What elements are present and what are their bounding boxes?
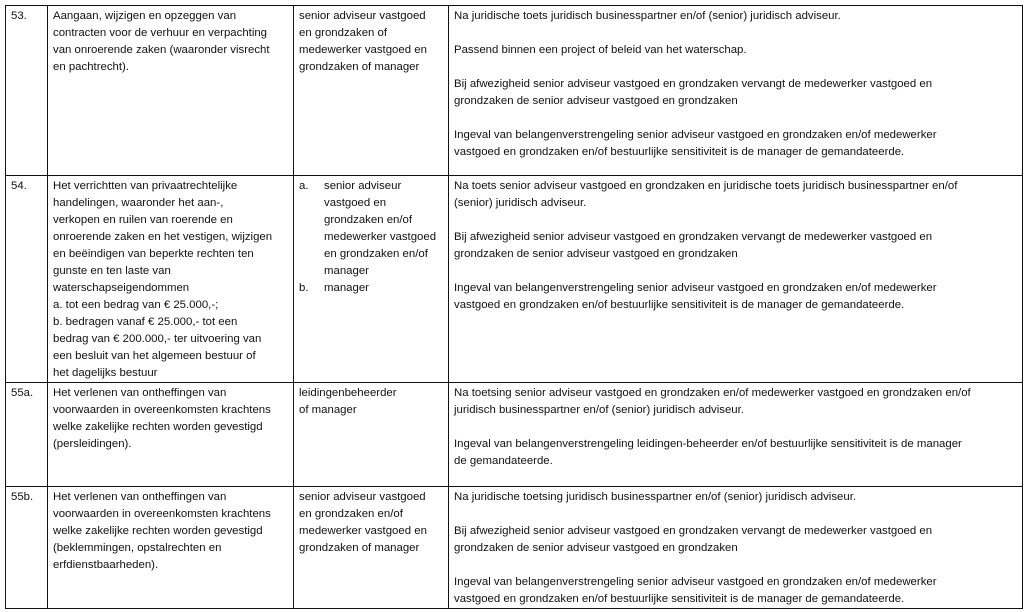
condition-line: Ingeval van belangenverstrengeling senior adviseur vastgoed en grondzaken en/of medewerker: [454, 282, 937, 294]
mandated-line: medewerker vastgoed en: [299, 525, 427, 537]
row-number: 55a.: [11, 387, 34, 399]
mandated-cell: [294, 6, 449, 176]
condition-paragraph: [454, 42, 1018, 59]
condition-line: Bij afwezigheid senior adviseur vastgoed en grondzaken vervangt de medewerker vastgoed en: [454, 525, 933, 537]
list-item-body: [324, 280, 369, 297]
description-line: waterschapseigendommen: [53, 282, 190, 294]
description-line: van onroerende zaken (waaronder visrecht: [53, 44, 270, 56]
condition-line: Ingeval van belangenverstrengeling senior adviseur vastgoed en grondzaken en/of medewerker: [454, 129, 937, 141]
description-line: Het verlenen van ontheffingen van: [53, 491, 227, 503]
mandated-line: leidingenbeheerder: [299, 387, 397, 399]
condition-line: de gemandateerde.: [454, 455, 553, 467]
condition-paragraph: [454, 178, 1018, 212]
mandated-cell: [294, 383, 449, 487]
mandated-line: senior adviseur vastgoed: [299, 491, 426, 503]
condition-paragraph: [454, 523, 1018, 557]
mandated-list-item: [299, 280, 444, 297]
table-row: [6, 383, 1023, 487]
mandated-line: manager: [324, 282, 369, 294]
mandated-line: grondzaken of manager: [299, 542, 420, 554]
condition-line: (senior) juridisch adviseur.: [454, 197, 587, 209]
condition-line: Na toetsing senior adviseur vastgoed en grondzaken en/of medewerker vastgoed en grondzaken en/of: [454, 387, 971, 399]
conditions-cell: [449, 383, 1023, 487]
table-row: [6, 487, 1023, 609]
description-line: b. bedragen vanaf € 25.000,- tot een: [53, 316, 238, 328]
mandated-line: of manager: [299, 404, 357, 416]
condition-line: grondzaken de senior adviseur vastgoed en grondzaken: [454, 95, 738, 107]
description-line: een besluit van het algemeen bestuur of: [53, 350, 256, 362]
condition-paragraph: [454, 76, 1018, 110]
mandated-cell: [294, 487, 449, 609]
row-number-cell: [6, 487, 48, 609]
condition-paragraph: [454, 127, 1018, 161]
description-line: en pachtrecht).: [53, 61, 129, 73]
row-number: 54.: [11, 180, 27, 192]
condition-paragraph: [454, 229, 1018, 263]
description-line: voorwaarden in overeenkomsten krachtens: [53, 404, 271, 416]
mandated-line: senior adviseur vastgoed: [299, 10, 426, 22]
row-number-cell: [6, 6, 48, 176]
description-line: welke zakelijke rechten worden gevestigd: [53, 421, 263, 433]
mandated-line: manager: [324, 265, 369, 277]
mandated-line: medewerker vastgoed: [324, 231, 437, 243]
condition-line: Bij afwezigheid senior adviseur vastgoed en grondzaken vervangt de medewerker vastgoed en: [454, 231, 933, 243]
mandated-line: grondzaken of manager: [299, 61, 420, 73]
row-number: 55b.: [11, 491, 34, 503]
row-number-cell: [6, 176, 48, 383]
description-line: Het verrichtten van privaatrechtelijke: [53, 180, 238, 192]
list-marker: b.: [299, 282, 309, 294]
condition-paragraph: [454, 436, 1018, 470]
description-line: Aangaan, wijzigen en opzeggen van: [53, 10, 237, 22]
description-line: erfdienstbaarheden).: [53, 559, 159, 571]
mandated-line: grondzaken en/of: [324, 214, 413, 226]
conditions-cell: [449, 487, 1023, 609]
condition-line: grondzaken de senior adviseur vastgoed en grondzaken: [454, 248, 738, 260]
condition-line: grondzaken de senior adviseur vastgoed en grondzaken: [454, 542, 738, 554]
description-line: (beklemmingen, opstalrechten en: [53, 542, 222, 554]
description-cell: [48, 487, 294, 609]
description-line: handelingen, waaronder het aan-,: [53, 197, 224, 209]
condition-line: Ingeval van belangenverstrengeling senior adviseur vastgoed en grondzaken en/of medewerker: [454, 576, 937, 588]
row-number: 53.: [11, 10, 27, 22]
condition-line: Passend binnen een project of beleid van het waterschap.: [454, 44, 747, 56]
mandated-line: en grondzaken en/of: [324, 248, 428, 260]
mandated-line: medewerker vastgoed en: [299, 44, 427, 56]
condition-paragraph: [454, 574, 1018, 608]
description-cell: [48, 6, 294, 176]
mandated-line: en grondzaken en/of: [299, 508, 403, 520]
mandated-list-item: [299, 178, 444, 280]
condition-line: Na juridische toetsing juridisch businesspartner en/of (senior) juridisch adviseur.: [454, 491, 857, 503]
description-line: a. tot een bedrag van € 25.000,-;: [53, 299, 219, 311]
row-number-cell: [6, 383, 48, 487]
conditions-cell: [449, 176, 1023, 383]
mandated-line: senior adviseur: [324, 180, 402, 192]
condition-line: Ingeval van belangenverstrengeling leidingen-beheerder en/of bestuurlijke sensitiviteit is de manager: [454, 438, 962, 450]
table-row: [6, 176, 1023, 383]
conditions-cell: [449, 6, 1023, 176]
description-cell: [48, 383, 294, 487]
mandated-cell: [294, 176, 449, 383]
condition-paragraph: [454, 280, 1018, 314]
description-line: en beëindigen van beperkte rechten ten: [53, 248, 254, 260]
condition-line: vastgoed en grondzaken en/of bestuurlijke sensitiviteit is de manager de gemandateerde.: [454, 299, 905, 311]
condition-paragraph: [454, 385, 1018, 419]
description-line: het dagelijks bestuur: [53, 367, 158, 379]
mandated-line: en grondzaken of: [299, 27, 388, 39]
description-line: contracten voor de verhuur en verpachting: [53, 27, 268, 39]
description-line: voorwaarden in overeenkomsten krachtens: [53, 508, 271, 520]
condition-line: Na toets senior adviseur vastgoed en grondzaken en juridische toets juridisch businesspartner en/of: [454, 180, 958, 192]
condition-line: juridisch businesspartner en/of (senior) juridisch adviseur.: [454, 404, 744, 416]
description-cell: [48, 176, 294, 383]
description-line: bedrag van € 200.000,- ter uitvoering van: [53, 333, 262, 345]
list-item-body: [324, 178, 436, 280]
description-line: Het verlenen van ontheffingen van: [53, 387, 227, 399]
mandated-line: vastgoed en: [324, 197, 387, 209]
description-line: welke zakelijke rechten worden gevestigd: [53, 525, 263, 537]
description-line: gunste en ten laste van: [53, 265, 171, 277]
condition-line: Na juridische toets juridisch businesspartner en/of (senior) juridisch adviseur.: [454, 10, 841, 22]
condition-line: vastgoed en grondzaken en/of bestuurlijke sensitiviteit is de manager de gemandateerde.: [454, 593, 905, 605]
condition-line: Bij afwezigheid senior adviseur vastgoed en grondzaken vervangt de medewerker vastgoed en: [454, 78, 933, 90]
condition-paragraph: [454, 489, 1018, 506]
list-marker: a.: [299, 180, 309, 192]
condition-paragraph: [454, 8, 1018, 25]
mandate-table-body: [6, 6, 1023, 609]
mandate-table: [5, 5, 1023, 609]
description-line: (persleidingen).: [53, 438, 132, 450]
description-line: onroerende zaken en het vestigen, wijzigen: [53, 231, 273, 243]
description-line: verkopen en ruilen van roerende en: [53, 214, 233, 226]
table-row: [6, 6, 1023, 176]
condition-line: vastgoed en grondzaken en/of bestuurlijke sensitiviteit is de manager de gemandateerde.: [454, 146, 905, 158]
